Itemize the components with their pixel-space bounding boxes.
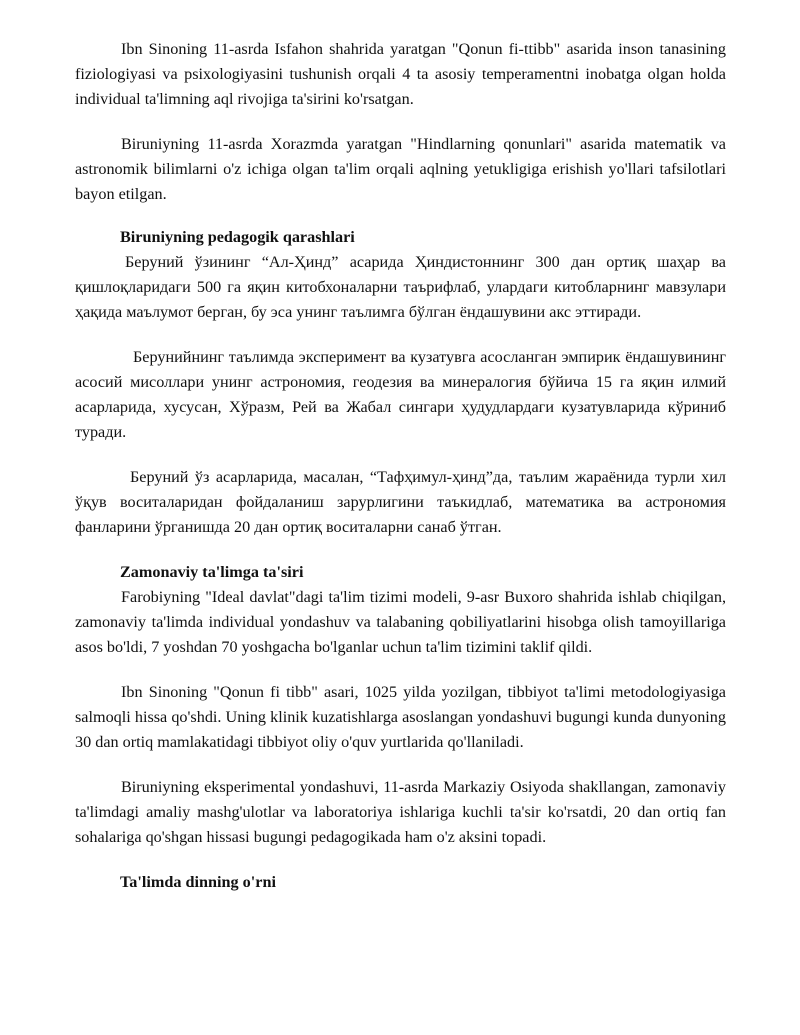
paragraph-ibn-sino-qonun: Ibn Sinoning 11-asrda Isfahon shahrida yaratgan "Qonun fi-ttibb" asarida inson tanasining fiziologiyasi va psixologiyasini tushunish orqali 4 ta asosiy temperamentni inobatga olgan holda individual ta'limning aql rivojiga ta'sirini ko'rsatgan. — [75, 40, 726, 108]
paragraph-biruni-empirical: Берунийнинг таълимда эксперимент ва кузатувга асосланган эмпирик ёндашувининг асосий мисоллари унинг астрономия, геодезия ва минералогия бўйича 15 га яқин илмий асарларида, хусусан, Хўразм, Рей ва Жабал сингари ҳудудлардаги кузатувларида кўриниб туради. — [75, 348, 726, 441]
section-heading-modern-education: Zamonaviy ta'limga ta'siri — [120, 563, 304, 581]
section-heading-religion-role: Ta'limda dinning o'rni — [120, 873, 276, 891]
section-heading-biruni-pedagogy: Biruniyning pedagogik qarashlari — [120, 228, 355, 246]
paragraph-farabi-ideal-state: Farobiyning "Ideal davlat"dagi ta'lim tizimi modeli, 9-asr Buxoro shahrida ishlab chiqilgan, zamonaviy ta'limda individual yondashuv va talabaning qobiliyatlarini hisobga olish tamoyillariga asos bo'ldi, 7 yoshdan 70 yoshgacha bo'lganlar uchun ta'lim tizimini taklif qildi. — [75, 588, 726, 656]
paragraph-biruni-al-hind: Беруний ўзининг “Ал-Ҳинд” асарида Ҳиндистоннинг 300 дан ортиқ шаҳар ва қишлоқларидаги 500 га яқин китобхоналарни таърифлаб, улардаги китобларнинг мавзулари ҳақида маълумот берган, бу эса унинг таълимга бўлган ёндашувини акс эттиради. — [75, 253, 726, 321]
paragraph-biruni-hind-laws: Biruniyning 11-asrda Xorazmda yaratgan "Hindlarning qonunlari" asarida matematik va astronomik bilimlarni o'z ichiga olgan ta'lim orqali aqlning yetukligiga erishish yo'llari tafsilotlari bayon etilgan. — [75, 135, 726, 203]
paragraph-biruni-experimental: Biruniyning eksperimental yondashuvi, 11-asrda Markaziy Osiyoda shakllangan, zamonaviy ta'limdagi amaliy mashg'ulotlar va laboratoriya ishlariga kuchli ta'sir ko'rsatdi, 20 dan ortiq fan sohalariga qo'shgan hissasi bugungi pedagogikada ham o'z aksini topadi. — [75, 778, 726, 846]
document-page — [75, 37, 726, 895]
paragraph-biruni-tools: Беруний ўз асарларида, масалан, “Тафҳимул-ҳинд”да, таълим жараёнида турли хил ўқув воситаларидан фойдаланиш зарурлигини таъкидлаб, математика ва астрономия фанларини ўрганишда 20 дан ортиқ воситаларни санаб ўтган. — [75, 468, 726, 536]
paragraph-ibn-sino-medicine: Ibn Sinoning "Qonun fi tibb" asari, 1025 yilda yozilgan, tibbiyot ta'limi metodologiyasiga salmoqli hissa qo'shdi. Uning klinik kuzatishlarga asoslangan yondashuvi bugungi kunda dunyoning 30 dan ortiq mamlakatidagi tibbiyot oliy o'quv yurtlarida qo'llaniladi. — [75, 683, 726, 751]
